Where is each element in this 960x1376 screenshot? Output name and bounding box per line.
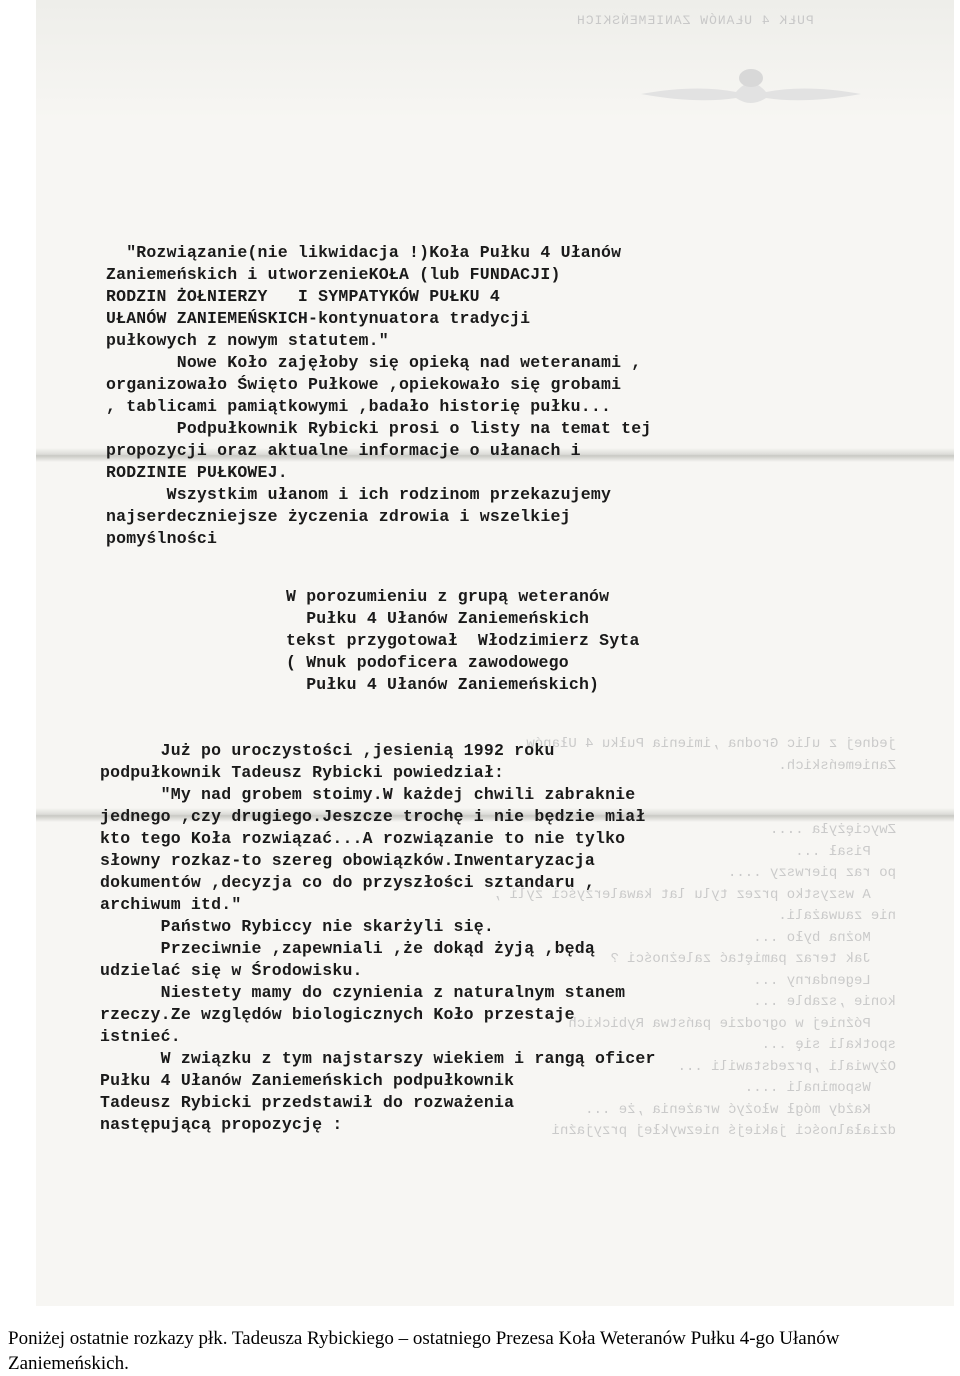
text-line: Państwo Rybiccy nie skarżyli się. [100, 917, 494, 936]
text-line: udzielać się w Środowisku. [100, 961, 363, 980]
cut-off-middle-line [100, 712, 302, 730]
text-line: kto tego Koła rozwiązać...A rozwiązanie to nie tylko [100, 829, 626, 848]
bleed-through-line: Wspominali .... [744, 1080, 896, 1096]
text-line: następującą propozycję : [100, 1115, 343, 1134]
text-line: W porozumieniu z grupą weteranów [286, 587, 610, 606]
text-line: tekst przygotował Włodzimierz Syta [286, 631, 640, 650]
text-line: Pułku 4 Ułanów Zaniemeńskich [286, 609, 590, 628]
bleed-through-line: Można było ... [753, 929, 896, 946]
cut-off-top-line [100, 118, 625, 138]
text-line: rzeczy.Ze względów biologicznych Koło przestaje [100, 1005, 575, 1024]
text-line: Zaniemeńskich i utworzenieKOŁA (lub FUNDACJI) [106, 265, 561, 284]
bleed-through-header: PUŁK 4 UŁANÓW ZANIEMEŃSKICH [576, 13, 814, 28]
text-line: pułkowych z nowym statutem." [106, 331, 389, 350]
text-line: pomyślności [106, 529, 218, 548]
signature-block [286, 586, 640, 696]
bleed-through-line: Jak teraz pamiętać zależności ? [610, 951, 896, 967]
text-line: podpułkownik Tadeusz Rybicki powiedział: [100, 763, 505, 782]
bleed-through-line: po raz pierwszy .... [727, 865, 896, 881]
text-line: jednego ,czy drugiego.Jeszcze trochę i nie będzie miał [100, 807, 646, 826]
text-line: RODZINIE PUŁKOWEJ. [106, 463, 288, 482]
text-line: Niestety mamy do czynienia z naturalnym stanem [100, 983, 626, 1002]
text-line: Nowe Koło zajęłoby się opieką nad weteranami , [106, 353, 642, 372]
bleed-through-line: A wszystko przez tylu lat kawalerzyści żyli , [492, 886, 896, 903]
text-line: Przeciwnie ,zapewniali ,że dokąd żyją ,będą [100, 939, 595, 958]
text-line: Pułku 4 Ułanów Zaniemeńskich) [286, 675, 600, 694]
bleed-through-line: Zwyciężyła .... [769, 822, 896, 838]
text-line: Tadeusz Rybicki przedstawił do rozważenia [100, 1093, 515, 1112]
bleed-through-line: Zaniemeńskich. [778, 757, 896, 774]
text-line: Wszystkim ułanom i ich rodzinom przekazujemy [106, 485, 612, 504]
bleed-through-line: Pisał ... [795, 843, 896, 860]
bleed-through-line: Ożywiali ,przedstawili ... [677, 1058, 896, 1075]
bleed-through-line: jednej z ulic Grodna ,imienia Pułku 4 Ułanów [526, 736, 896, 752]
text-line: RODZIN ŻOŁNIERZY I SYMPATYKÓW PUŁKU 4 [106, 287, 500, 306]
rybicki-statement-block [100, 740, 656, 1136]
bleed-through-line: Legendarny ... [753, 972, 896, 989]
bleed-through-line: spotkali się ... [761, 1037, 896, 1053]
bleed-through-line: działalności jakiejś niezwykłej przyjaźni [551, 1123, 896, 1139]
text-line: dokumentów ,decyzja co do przyszłości sztandaru , [100, 873, 595, 892]
text-line: UŁANÓW ZANIEMEŃSKICH-kontynuatora tradycji [106, 309, 531, 328]
text-line: ( Wnuk podoficera zawodowego [286, 653, 569, 672]
text-line: słowny rozkaz-to szereg obowiązków.Inwentaryzacja [100, 851, 595, 870]
text-line: Pułku 4 Ułanów Zaniemeńskich podpułkownik [100, 1071, 515, 1090]
bleed-through-line: Później w ogrodzie państwa Rybickich [568, 1015, 896, 1032]
regiment-emblem-icon [636, 64, 866, 110]
bleed-through-line: konie ,szable ... [753, 994, 896, 1010]
text-line: W związku z tym najstarszy wiekiem i rangą oficer [100, 1049, 656, 1068]
text-line: istnieć. [100, 1027, 181, 1046]
text-line: archiwum itd." [100, 895, 242, 914]
bleed-through-line: nie zauważali. [778, 908, 896, 924]
figure-caption: Poniżej ostatnie rozkazy płk. Tadeusza Rybickiego – ostatniego Prezesa Koła Weteranów Pułku 4-go Ułanów Zaniemeńskich. [8, 1328, 840, 1374]
bleed-through-line: Każdy mógł włożyć wrażenia ,że ... [585, 1101, 896, 1118]
text-line: propozycji oraz aktualne informacje o ułanach i [106, 441, 581, 460]
text-line: organizowało Święto Pułkowe ,opiekowało się grobami [106, 375, 622, 394]
text-line: "My nad grobem stoimy.W każdej chwili zabraknie [100, 785, 636, 804]
proposal-text-block [106, 242, 652, 550]
text-line: Już po uroczystości ,jesienią 1992 roku [100, 741, 555, 760]
text-line: "Rozwiązanie(nie likwidacja !)Koła Pułku 4 Ułanów [106, 243, 622, 262]
text-line: , tablicami pamiątkowymi ,badało historię pułku... [106, 397, 612, 416]
text-line: Podpułkownik Rybicki prosi o listy na temat tej [106, 419, 652, 438]
text-line: najserdeczniejsze życzenia zdrowia i wszelkiej [106, 507, 571, 526]
